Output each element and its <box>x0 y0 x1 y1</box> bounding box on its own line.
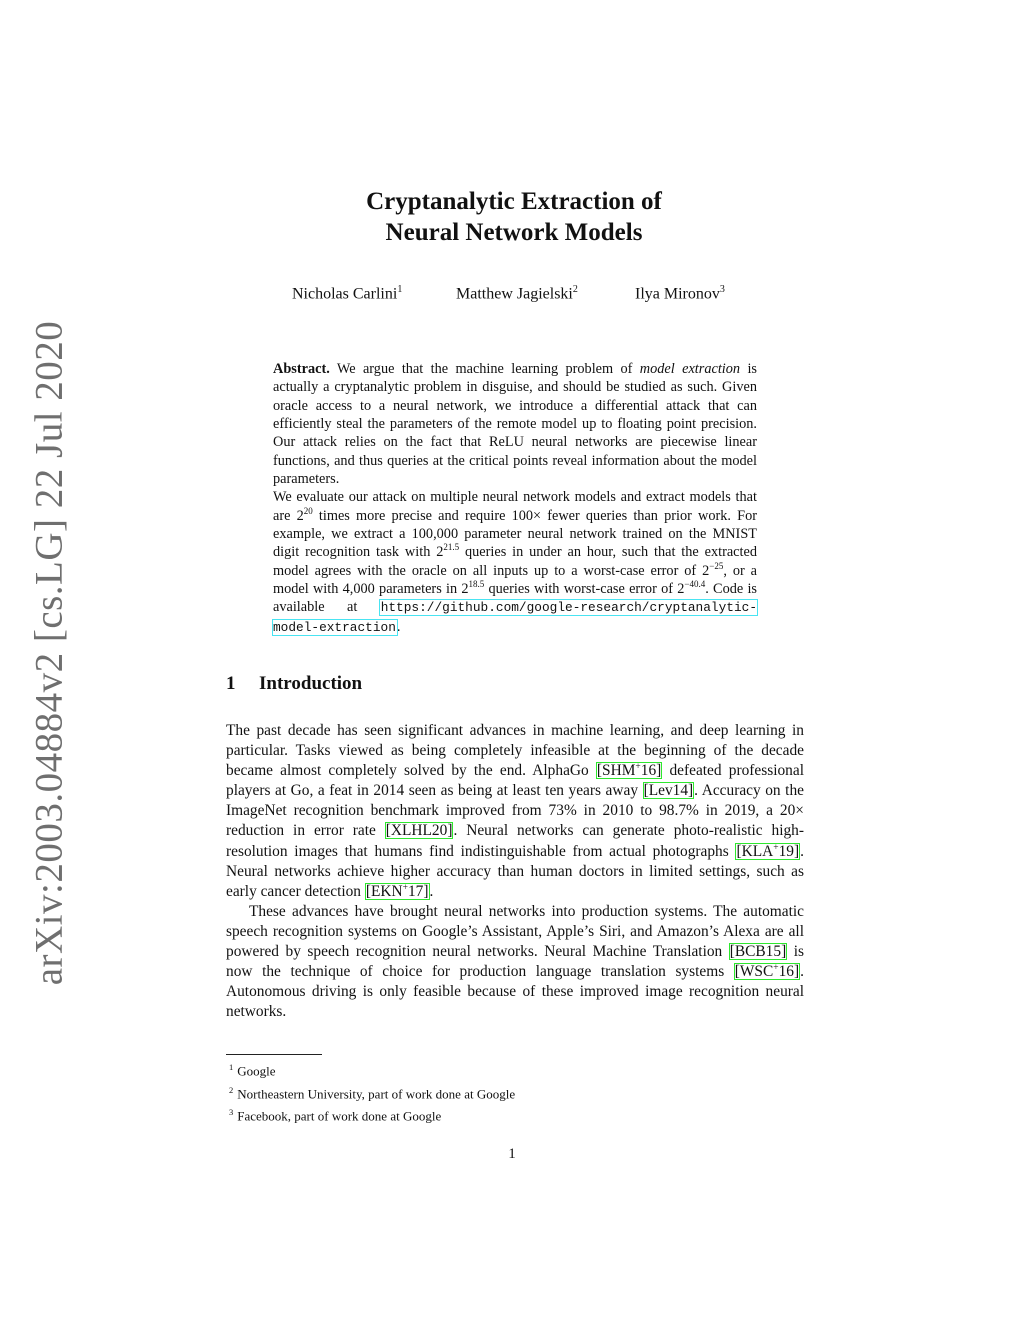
section-number: 1 <box>226 673 236 694</box>
citation-wsc16[interactable]: [WSC+16] <box>734 963 800 981</box>
author-2: Matthew Jagielski$^2$ <box>456 284 578 303</box>
author-3: Ilya Mironov$^3$ <box>635 284 725 303</box>
abstract-paragraph-1: Abstract. We argue that the machine learning problem of model extraction is actually a cryptanalytic problem in disguise, and should be studied as such. Given oracle access to a neural network, we introduce a differential attack that can efficiently steal the parameters of the remote model up to floating point precision. Our attack relies on the fact that ReLU neural networks are piecewise linear functions, and thus queries at the critical points reveal information about the model parameters. <box>273 361 757 488</box>
author-1: Nicholas Carlini$^1$ <box>292 284 403 303</box>
citation-xlhl20[interactable]: [XLHL20] <box>385 822 453 840</box>
author-2-affiliation: 2 <box>572 284 578 295</box>
citation-bcb15[interactable]: [BCB15] <box>729 943 787 961</box>
abstract <box>273 360 757 637</box>
emphasis-model-extraction: model extraction <box>639 361 741 377</box>
page-number: 1 <box>508 1146 516 1162</box>
abstract-label: Abstract. <box>273 361 330 377</box>
citation-lev14[interactable]: [Lev14] <box>643 782 694 800</box>
author-1-affiliation: 1 <box>397 284 403 295</box>
paragraph-1: The past decade has seen significant advances in machine learning, and deep learning in particular. Tasks viewed as being completely infeasible at the beginning of the decade became almost completely solved by the end. AlphaGo [SHM+16] defeated professional players at Go, a feat in 2014 seen as being at least ten years away [Lev14]. Accuracy on the ImageNet recognition benchmark improved from 73% in 2010 to 98.7% in 2019, a 20× reduction in error rate [XLHL20]. Neural networks can generate photo-realistic high-resolution images that humans find indistinguishable from actual photographs [KLA+19]. Neural networks achieve higher accuracy than human doctors in limited settings, such as early cancer detection [EKN+17]. <box>226 722 804 900</box>
author-3-affiliation: 3 <box>719 284 725 295</box>
abstract-paragraph-2: We evaluate our attack on multiple neural network models and extract models that are $2^{20}$ times more precise and require 100× fewer queries than prior work. For example, we extract a 100,000 parameter neural network trained on the MNIST digit recognition task with $2^{21.5}$ queries in under an hour, such that the extracted model agrees with the oracle on all inputs up to a worst-case error of $2^{-25}$, or a model with 4,000 parameters in $2^{18.5}$ queries with worst-case error of $2^{-40.4}$. Code is available at https://github.com/google-research/cryptanalytic-model-extraction. <box>273 489 758 635</box>
code-repository-link[interactable]: https://github.com/google-research/cryptanalytic-model-extraction <box>273 600 757 635</box>
footnote-3: $^3$ Facebook, part of work done at Google <box>229 1107 442 1124</box>
title-line-1: Cryptanalytic Extraction of <box>366 188 662 215</box>
arxiv-identifier-text: arXiv:2003.04884v2 [cs.LG] 22 Jul 2020 <box>27 320 71 985</box>
paragraph-2: These advances have brought neural networks into production systems. The automatic speech recognition systems on Google’s Assistant, Apple’s Siri, and Amazon’s Alexa are all powered by speech recognition neural networks. Neural Machine Translation [BCB15] is now the technique of choice for production language translation systems [WSC+16]. Autonomous driving is only feasible because of these improved image recognition neural networks. <box>226 902 804 1021</box>
title-line-2: Neural Network Models <box>385 219 643 246</box>
section-title: Introduction <box>259 673 363 694</box>
section-heading-introduction <box>226 673 362 695</box>
citation-kla19[interactable]: [KLA+19] <box>736 842 800 860</box>
footnote-2: $^2$ Northeastern University, part of work done at Google <box>229 1084 516 1101</box>
footnote-divider <box>226 1054 322 1055</box>
citation-ekn17[interactable]: [EKN+17] <box>365 882 429 900</box>
citation-shm16[interactable]: [SHM+16] <box>596 762 662 780</box>
introduction-body <box>226 721 804 1022</box>
arxiv-identifier <box>24 320 74 985</box>
paper-title <box>224 186 804 248</box>
footnotes <box>229 1058 789 1126</box>
footnote-1: $^1$ Google <box>229 1062 276 1079</box>
